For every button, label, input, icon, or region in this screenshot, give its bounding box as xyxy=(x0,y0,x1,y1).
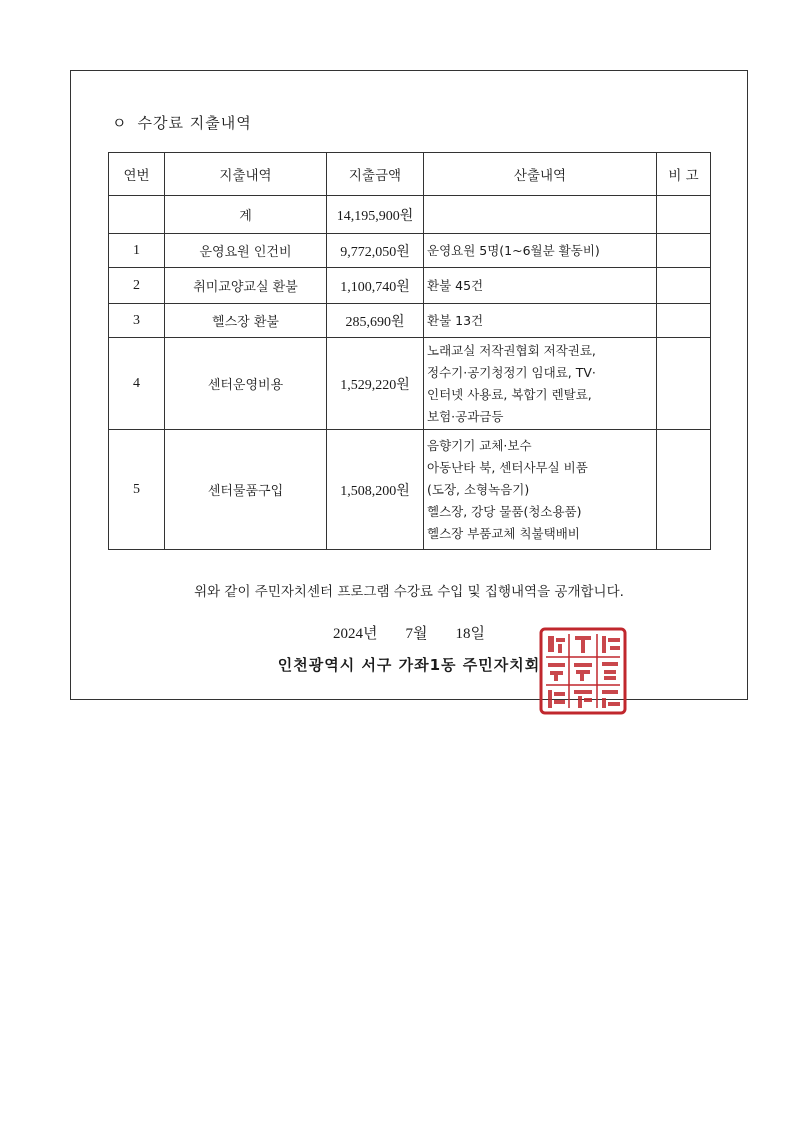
table-row xyxy=(109,304,711,338)
detail-line: 헬스장, 강당 물품(청소용품) xyxy=(427,503,582,519)
bullet-icon: ㅇ xyxy=(112,114,128,132)
row-detail xyxy=(424,234,657,268)
row-no: 5 xyxy=(109,430,165,550)
row-remarks xyxy=(657,268,711,304)
row-detail xyxy=(424,430,657,550)
row-detail xyxy=(424,268,657,304)
section-title-text: 수강료 지출내역 xyxy=(137,114,252,132)
row-remarks xyxy=(657,338,711,430)
row-item: 취미교양교실 환불 xyxy=(165,268,327,304)
date-year: 2024년 xyxy=(333,626,378,642)
detail-line: 아동난타 북, 센터사무실 비품 xyxy=(427,459,588,475)
table-row xyxy=(109,430,711,550)
row-item: 운영요원 인건비 xyxy=(165,234,327,268)
detail-line: 보험·공과금등 xyxy=(427,408,504,424)
row-item: 헬스장 환불 xyxy=(165,304,327,338)
detail-line: 환불 13건 xyxy=(427,312,484,328)
header-remarks: 비 고 xyxy=(657,153,711,196)
detail-line: 음향기기 교체·보수 xyxy=(427,437,532,453)
row-remarks xyxy=(657,304,711,338)
detail-line: 정수기·공기청정기 임대료, TV· xyxy=(427,364,596,380)
row-no: 2 xyxy=(109,268,165,304)
total-label: 계 xyxy=(165,196,327,234)
date-day: 18일 xyxy=(455,626,485,642)
total-amount: 14,195,900원 xyxy=(327,196,424,234)
total-row xyxy=(109,196,711,234)
row-item: 센터물품구입 xyxy=(165,430,327,550)
row-amount: 1,100,740원 xyxy=(327,268,424,304)
detail-line: 환불 45건 xyxy=(427,277,484,293)
row-amount: 9,772,050원 xyxy=(327,234,424,268)
section-title xyxy=(112,112,252,133)
row-no: 3 xyxy=(109,304,165,338)
date-month: 7월 xyxy=(405,626,428,642)
table-row xyxy=(109,338,711,430)
table-header-row xyxy=(109,153,711,196)
disclosure-notice: 위와 같이 주민자치센터 프로그램 수강료 수입 및 집행내역을 공개합니다. xyxy=(194,584,624,600)
header-item: 지출내역 xyxy=(165,153,327,196)
header-detail: 산출내역 xyxy=(424,153,657,196)
row-no: 4 xyxy=(109,338,165,430)
total-detail-cell xyxy=(424,196,657,234)
header-amount: 지출금액 xyxy=(327,153,424,196)
detail-line: (도장, 소형녹음기) xyxy=(427,481,530,497)
official-seal-icon xyxy=(538,626,628,716)
row-item: 센터운영비용 xyxy=(165,338,327,430)
row-detail xyxy=(424,338,657,430)
row-no: 1 xyxy=(109,234,165,268)
header-no: 연번 xyxy=(109,153,165,196)
total-remarks-cell xyxy=(657,196,711,234)
row-amount: 1,508,200원 xyxy=(327,430,424,550)
row-amount: 285,690원 xyxy=(327,304,424,338)
table-row xyxy=(109,234,711,268)
detail-line: 운영요원 5명(1~6월분 활동비) xyxy=(427,242,600,258)
row-amount: 1,529,220원 xyxy=(327,338,424,430)
detail-line: 헬스장 부품교체 칙불택배비 xyxy=(427,525,580,541)
table-row xyxy=(109,268,711,304)
document-date xyxy=(70,622,748,643)
organization-name: 인천광역시 서구 가좌1동 주민자치회 xyxy=(277,656,541,674)
row-remarks xyxy=(657,234,711,268)
row-detail xyxy=(424,304,657,338)
detail-line: 인터넷 사용료, 복합기 렌탈료, xyxy=(427,386,592,402)
total-no-cell xyxy=(109,196,165,234)
row-remarks xyxy=(657,430,711,550)
detail-line: 노래교실 저작권협회 저작권료, xyxy=(427,342,596,358)
expense-table xyxy=(108,152,711,550)
